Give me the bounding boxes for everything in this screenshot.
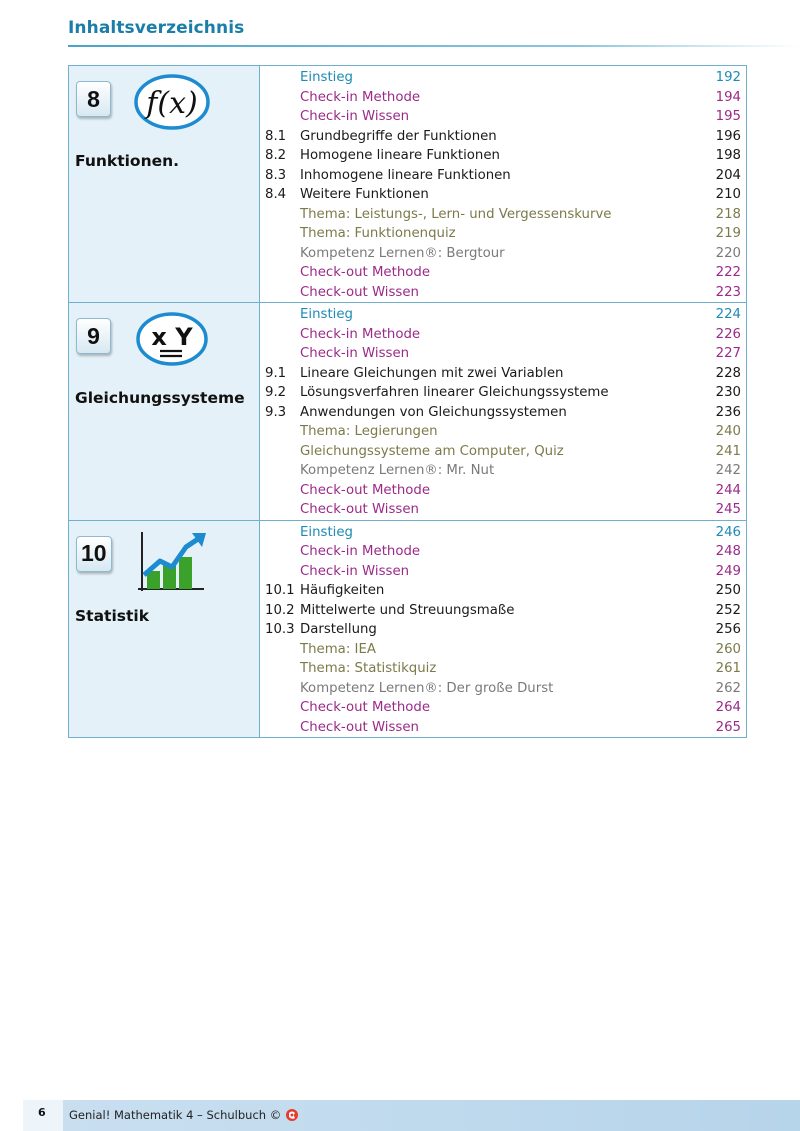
toc-entry[interactable] <box>265 68 741 88</box>
entry-page-number: 252 <box>715 602 741 618</box>
toc-entry[interactable] <box>265 640 741 660</box>
entry-section-number: 9.2 <box>265 385 287 400</box>
toc-entry[interactable] <box>265 166 741 186</box>
toc-entry[interactable] <box>265 601 741 621</box>
entry-page-number: 223 <box>715 284 741 300</box>
toc-entry[interactable] <box>265 620 741 640</box>
toc-entry[interactable] <box>265 403 741 423</box>
toc-entry[interactable] <box>265 127 741 147</box>
svg-text:f(x): f(x) <box>146 86 198 121</box>
toc-entry[interactable] <box>265 325 741 345</box>
entry-title: Check-out Wissen <box>300 284 419 300</box>
entry-title: Anwendungen von Gleichungssystemen <box>300 404 567 420</box>
toc-entry[interactable] <box>265 263 741 283</box>
toc-entry[interactable] <box>265 344 741 364</box>
chapter-side-panel <box>69 66 260 302</box>
chapter-block <box>69 520 746 738</box>
toc-entry[interactable] <box>265 679 741 699</box>
entry-section-number: 8.1 <box>265 128 287 144</box>
entry-title: Gleichungssysteme am Computer, Quiz <box>300 443 564 459</box>
chapter-number-badge: 8 <box>76 81 111 117</box>
entry-page-number: 244 <box>715 482 741 498</box>
entry-page-number: 242 <box>715 463 741 478</box>
entry-page-number: 265 <box>715 719 741 735</box>
entry-page-number: 227 <box>715 346 741 361</box>
chapter-side-panel <box>69 521 260 738</box>
entry-title: Weitere Funktionen <box>300 187 429 202</box>
toc-entry[interactable] <box>265 185 741 205</box>
entry-title: Thema: IEA <box>300 641 376 657</box>
toc-entry[interactable] <box>265 205 741 225</box>
entry-section-number: 8.3 <box>265 167 287 183</box>
entry-page-number: 192 <box>715 70 741 85</box>
entry-title: Check-in Wissen <box>300 346 410 361</box>
entry-title: Check-out Methode <box>300 265 431 280</box>
page-title: Inhaltsverzeichnis <box>68 18 245 38</box>
toc-entry[interactable] <box>265 283 741 303</box>
entry-title: Check-in Methode <box>300 326 421 342</box>
toc-entry[interactable] <box>265 461 741 481</box>
entry-title: Lösungsverfahren linearer Gleichungssysteme <box>300 385 609 400</box>
toc-entry[interactable] <box>265 442 741 462</box>
toc-entry[interactable] <box>265 562 741 582</box>
toc-entry[interactable] <box>265 305 741 325</box>
publisher-logo-icon <box>285 1108 299 1122</box>
footer-page-number: 6 <box>38 1106 46 1119</box>
entry-page-number: 230 <box>715 385 741 400</box>
entry-page-number: 262 <box>715 680 741 696</box>
toc-entry[interactable] <box>265 698 741 718</box>
entry-section-number: 10.2 <box>265 602 295 618</box>
toc-entry[interactable] <box>265 364 741 384</box>
entry-title: Homogene lineare Funktionen <box>300 148 500 163</box>
entry-page-number: 196 <box>715 128 741 144</box>
entry-title: Einstieg <box>300 307 353 322</box>
entry-page-number: 224 <box>715 307 741 322</box>
entry-title: Kompetenz Lernen®: Der große Durst <box>300 680 554 696</box>
entry-title: Lineare Gleichungen mit zwei Variablen <box>300 365 564 381</box>
toc-entry[interactable] <box>265 718 741 738</box>
chapter-block <box>69 302 746 520</box>
chapter-entry-list <box>260 521 746 738</box>
entry-title: Inhomogene lineare Funktionen <box>300 167 511 183</box>
entry-page-number: 204 <box>715 167 741 183</box>
entry-page-number: 236 <box>715 404 741 420</box>
entry-page-number: 219 <box>715 226 741 241</box>
toc-entry[interactable] <box>265 383 741 403</box>
entry-section-number: 10.1 <box>265 583 295 598</box>
entry-title: Check-in Wissen <box>300 109 410 124</box>
entry-title: Grundbegriffe der Funktionen <box>300 128 497 144</box>
entry-section-number: 8.2 <box>265 148 287 163</box>
chapter-number-badge: 10 <box>76 536 112 572</box>
entry-title: Check-in Wissen <box>300 563 410 579</box>
header-rule <box>68 45 800 47</box>
entry-page-number: 246 <box>715 524 741 540</box>
toc-entry[interactable] <box>265 542 741 562</box>
toc-entry[interactable] <box>265 422 741 442</box>
footer-text-wrap <box>69 1108 299 1122</box>
toc-entry[interactable] <box>265 146 741 166</box>
chapter-title: Funktionen. <box>75 152 180 170</box>
entry-page-number: 250 <box>715 583 741 598</box>
entry-title: Thema: Statistikquiz <box>300 661 437 676</box>
entry-title: Häufigkeiten <box>300 583 385 598</box>
toc-entry[interactable] <box>265 500 741 520</box>
chapter-title: Statistik <box>75 606 150 625</box>
chapter-side-panel <box>69 303 260 520</box>
footer-text: Genial! Mathematik 4 – Schulbuch © <box>69 1108 282 1122</box>
entry-title: Einstieg <box>300 524 353 540</box>
entry-page-number: 195 <box>715 109 741 124</box>
entry-title: Kompetenz Lernen®: Bergtour <box>300 245 505 261</box>
entry-page-number: 194 <box>715 89 741 105</box>
entry-page-number: 226 <box>715 326 741 342</box>
page-header <box>68 18 800 48</box>
entry-page-number: 248 <box>715 544 741 559</box>
entry-page-number: 241 <box>715 443 741 459</box>
function-fx-icon <box>132 72 212 132</box>
entry-title: Check-in Methode <box>300 544 421 559</box>
toc-entry[interactable] <box>265 88 741 108</box>
entry-page-number: 240 <box>715 424 741 439</box>
toc-entry[interactable] <box>265 523 741 543</box>
entry-title: Check-in Methode <box>300 89 421 105</box>
entry-page-number: 198 <box>715 148 741 163</box>
chapter-entry-list <box>260 66 746 302</box>
toc-entry[interactable] <box>265 224 741 244</box>
entry-page-number: 218 <box>715 206 741 222</box>
entry-title: Thema: Legierungen <box>300 424 438 439</box>
entry-title: Check-out Wissen <box>300 502 419 517</box>
entry-title: Darstellung <box>300 622 377 637</box>
toc-entry[interactable] <box>265 481 741 501</box>
entry-page-number: 210 <box>715 187 741 202</box>
svg-text:x Y: x Y <box>151 323 193 351</box>
entry-page-number: 256 <box>715 622 741 637</box>
table-of-contents <box>68 65 747 738</box>
entry-section-number: 10.3 <box>265 622 295 637</box>
toc-entry[interactable] <box>265 244 741 264</box>
toc-entry[interactable] <box>265 107 741 127</box>
entry-page-number: 264 <box>715 700 741 715</box>
entry-page-number: 245 <box>715 502 741 517</box>
entry-title: Einstieg <box>300 70 353 85</box>
entry-page-number: 228 <box>715 365 741 381</box>
entry-title: Thema: Funktionenquiz <box>300 226 456 241</box>
chapter-number-badge: 9 <box>76 318 111 354</box>
entry-section-number: 8.4 <box>265 187 287 202</box>
entry-page-number: 249 <box>715 563 741 579</box>
entry-section-number: 9.3 <box>265 404 287 420</box>
bar-chart-trend-icon <box>132 527 212 587</box>
entry-page-number: 222 <box>715 265 741 280</box>
page-footer <box>23 1100 800 1131</box>
entry-title: Check-out Methode <box>300 700 431 715</box>
chapter-title: Gleichungssysteme <box>75 389 245 407</box>
entry-page-number: 220 <box>715 245 741 261</box>
entry-title: Kompetenz Lernen®: Mr. Nut <box>300 463 495 478</box>
entry-title: Check-out Wissen <box>300 719 419 735</box>
entry-title: Check-out Methode <box>300 482 431 498</box>
chapter-entry-list <box>260 303 746 520</box>
entry-section-number: 9.1 <box>265 365 287 381</box>
entry-page-number: 260 <box>715 641 741 657</box>
entry-page-number: 261 <box>715 661 741 676</box>
entry-title: Mittelwerte und Streuungsmaße <box>300 602 515 618</box>
chapter-block <box>69 66 746 302</box>
toc-entry[interactable] <box>265 581 741 601</box>
toc-entry[interactable] <box>265 659 741 679</box>
equation-xy-icon <box>132 309 212 369</box>
entry-title: Thema: Leistungs-, Lern- und Vergessenskurve <box>300 206 612 222</box>
